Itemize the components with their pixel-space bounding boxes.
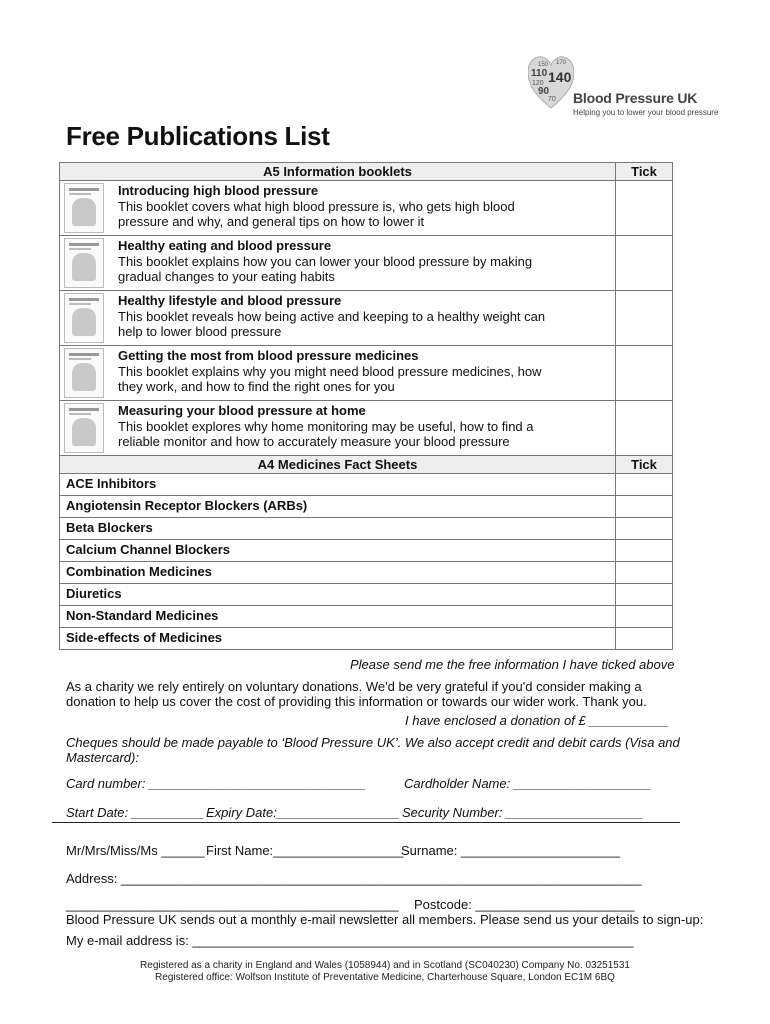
factsheet-row (60, 606, 673, 628)
booklet-description: they work, and how to find the right ones for you (118, 379, 395, 394)
booklet-title: Healthy lifestyle and blood pressure (118, 293, 342, 308)
send-request-text: Please send me the free information I have ticked above (350, 657, 675, 672)
booklet-cover-image (64, 238, 104, 288)
factsheet-tick-box[interactable] (616, 540, 673, 562)
factsheets-header-row (60, 456, 673, 474)
booklet-description: gradual changes to your eating habits (118, 269, 335, 284)
newsletter-text: Blood Pressure UK sends out a monthly e-mail newsletter all members. Please send us your details to sign-up: (66, 912, 704, 927)
booklet-cover-image (64, 293, 104, 343)
booklet-cover-image (64, 403, 104, 453)
factsheet-row (60, 584, 673, 606)
email-field[interactable]: My e-mail address is: _____________________________________________________________ (66, 933, 634, 948)
factsheet-title: ACE Inhibitors (60, 474, 616, 496)
booklet-description: reliable monitor and how to accurately measure your blood pressure (118, 434, 510, 449)
booklet-title: Measuring your blood pressure at home (118, 403, 366, 418)
postcode-field[interactable]: Postcode: ______________________ (414, 897, 635, 912)
start-date-field[interactable]: Start Date: __________ (66, 805, 205, 820)
booklet-cover-image (64, 183, 104, 233)
booklet-row (60, 181, 673, 236)
booklet-row (60, 291, 673, 346)
title-field[interactable]: Mr/Mrs/Miss/Ms ______ (66, 843, 205, 858)
booklet-description: This booklet reveals how being active and keeping to a healthy weight can (118, 308, 546, 324)
booklet-tick-box[interactable] (616, 291, 673, 346)
cheques-text: Mastercard): (66, 750, 139, 765)
booklet-row (60, 346, 673, 401)
booklet-tick-box[interactable] (616, 346, 673, 401)
logo-number: 170 (556, 60, 567, 66)
logo-number: 140 (548, 69, 572, 85)
card-number-field[interactable]: Card number: ______________________________ (66, 776, 366, 791)
factsheet-title: Diuretics (60, 584, 616, 606)
booklet-description: This booklet explains why you might need blood pressure medicines, how (118, 363, 542, 379)
booklet-row (60, 236, 673, 291)
booklet-tick-box[interactable] (616, 236, 673, 291)
factsheet-title: Angiotensin Receptor Blockers (ARBs) (60, 496, 616, 518)
factsheet-tick-box[interactable] (616, 518, 673, 540)
booklet-description: help to lower blood pressure (118, 324, 282, 339)
factsheet-row (60, 540, 673, 562)
divider (52, 822, 680, 823)
booklets-header: A5 Information booklets (60, 163, 616, 181)
factsheet-row (60, 518, 673, 540)
factsheet-row (60, 496, 673, 518)
booklets-tick-header: Tick (616, 163, 673, 181)
factsheet-tick-box[interactable] (616, 606, 673, 628)
logo-number: 120 (532, 80, 544, 87)
factsheet-title: Calcium Channel Blockers (60, 540, 616, 562)
factsheet-tick-box[interactable] (616, 496, 673, 518)
factsheet-row (60, 562, 673, 584)
factsheet-tick-box[interactable] (616, 584, 673, 606)
factsheet-title: Non-Standard Medicines (60, 606, 616, 628)
factsheet-title: Side-effects of Medicines (60, 628, 616, 650)
booklet-title: Healthy eating and blood pressure (118, 238, 332, 253)
charity-text: donation to help us cover the cost of providing this information or towards our wider work. Thank you. (66, 694, 647, 709)
booklet-description: This booklet covers what high blood pressure is, who gets high blood (118, 198, 515, 214)
factsheet-row (60, 628, 673, 650)
donation-field[interactable]: I have enclosed a donation of £ ___________ (405, 713, 669, 728)
charity-text: As a charity we rely entirely on voluntary donations. We'd be very grateful if you'd consider making a (66, 679, 642, 694)
factsheet-tick-box[interactable] (616, 562, 673, 584)
factsheet-title: Combination Medicines (60, 562, 616, 584)
booklet-description: This booklet explores why home monitoring may be useful, how to find a (118, 418, 534, 434)
logo-number: 70 (548, 96, 556, 103)
booklet-row (60, 401, 673, 456)
blood-pressure-uk-logo (528, 52, 718, 122)
cheques-text: Cheques should be made payable to ‘Blood Pressure UK’. We also accept credit and debit cards (Visa and (66, 735, 680, 750)
address-field[interactable]: Address: ________________________________________________________________________ (66, 871, 642, 886)
logo-tagline: Helping you to lower your blood pressure (573, 108, 719, 117)
factsheet-tick-box[interactable] (616, 474, 673, 496)
logo-number: 110 (531, 68, 548, 79)
security-number-field[interactable]: Security Number: ___________________ (402, 805, 644, 820)
first-name-field[interactable]: First Name:__________________ (206, 843, 404, 858)
surname-field[interactable]: Surname: ______________________ (401, 843, 621, 858)
booklet-description: This booklet explains how you can lower your blood pressure by making (118, 253, 533, 269)
address-line-2-field[interactable]: ______________________________________________ (66, 897, 399, 912)
booklet-description: pressure and why, and general tips on how to lower it (118, 214, 425, 229)
booklet-title: Getting the most from blood pressure medicines (118, 348, 419, 363)
booklet-tick-box[interactable] (616, 401, 673, 456)
cardholder-name-field[interactable]: Cardholder Name: ___________________ (404, 776, 652, 791)
footer-registration: Registered as a charity in England and Wales (1058944) and in Scotland (SC040230) Company No. 03251531 (140, 960, 630, 971)
booklet-title: Introducing high blood pressure (118, 183, 319, 198)
factsheet-row (60, 474, 673, 496)
logo-number: 90 (538, 86, 550, 97)
factsheets-tick-header: Tick (616, 456, 673, 474)
publications-table (59, 162, 673, 650)
heart-logo-icon (528, 52, 574, 112)
booklets-header-row (60, 163, 673, 181)
logo-number: 150 (538, 62, 549, 68)
page-title: Free Publications List (66, 121, 330, 151)
logo-name: Blood Pressure UK (573, 90, 698, 106)
booklet-tick-box[interactable] (616, 181, 673, 236)
booklet-cover-image (64, 348, 104, 398)
factsheet-tick-box[interactable] (616, 628, 673, 650)
factsheets-header: A4 Medicines Fact Sheets (60, 456, 616, 474)
expiry-date-field[interactable]: Expiry Date:_________________ (206, 805, 400, 820)
footer-office: Registered office: Wolfson Institute of Preventative Medicine, Charterhouse Square, London EC1M 6BQ (155, 972, 615, 983)
factsheet-title: Beta Blockers (60, 518, 616, 540)
